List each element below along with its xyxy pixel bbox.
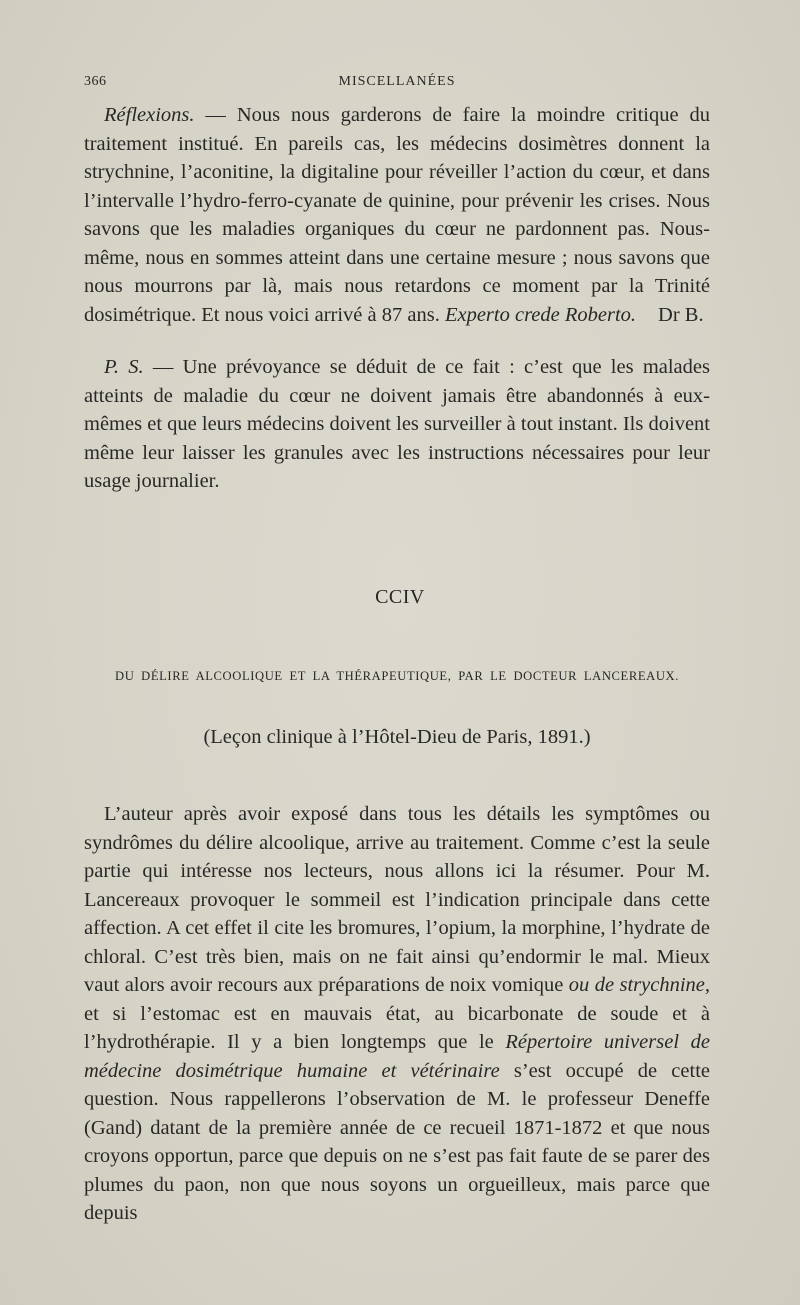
ps-text: — Une prévoyance se déduit de ce fait : c’est que les malades atteints de maladie du cœur ne doivent jamais être abandonnés à eux-mêmes et que leurs médecins doivent les surveiller à tout instant. Ils doivent même leur laisser les granules avec les instructions nécessaires pour leur usage journalier. — [84, 356, 710, 492]
reflexions-label: Réflexions. — [104, 104, 195, 126]
page-number: 366 — [84, 74, 107, 89]
reflexions-paragraph — [84, 101, 710, 329]
reflexions-text: — Nous nous garderons de faire la moindre critique du traitement institué. En pareils cas, les médecins dosimètres donnent la strychnine, l’aconitine, la digitaline pour réveiller l’action du cœur, et dans l’intervalle l’hydro-ferro-cyanate de quinine, pour prévenir les crises. Nous savons que les maladies organiques du cœur ne pardonnent pas. Nous-même, nous en sommes atteint dans une certaine mesure ; nous savons que nous mourrons par là, mais nous retardons ce moment par la Trinité dosimétrique. Et nous voici arrivé à 87 ans. — [84, 104, 710, 326]
ps-label: P. S. — [104, 356, 144, 378]
running-header — [84, 74, 710, 94]
latin-quote: Experto crede Roberto. — [444, 303, 637, 326]
section-title: DU DÉLIRE ALCOOLIQUE ET LA THÉRAPEUTIQUE, PAR LE DOCTEUR LANCEREAUX. — [115, 669, 679, 683]
main-paragraph — [84, 800, 710, 1228]
body-part-1: L’auteur après avoir exposé dans tous les détails les symptômes ou syndrômes du délire alcoolique, arrive au traitement. Comme c’est la seule partie qui intéresse nos lecteurs, nous allons ici la résumer. Pour M. Lancereaux provoquer le sommeil est l’indication principale dans cette affection. A cet effet il cite les bromures, l’opium, la morphine, l’hydrate de chloral. C’est très bien, mais on ne fait ainsi qu’endormir le mal. Mieux vaut alors avoir recours aux préparations de noix vomique — [84, 803, 710, 996]
running-title: MISCELLANÉES — [338, 74, 456, 89]
postscript-paragraph — [84, 353, 710, 496]
body-part-3: s’est occupé de cette question. Nous rappellerons l’observation de M. le professeur Deneffe (Gand) datant de la première année de ce recueil 1871-1872 et que nous croyons opportun, parce que depuis on ne s’est pas fait faute de se parer des plumes du paon, non que nous soyons un orgueilleux, mais parce que depuis — [84, 1059, 710, 1224]
body-part-2: et si l’estomac est en mauvais état, au bicarbonate de soude et à l’hydrothérapie. Il y a bien longtemps que le — [84, 1002, 710, 1053]
section-number: CCIV — [375, 586, 425, 608]
body-italic-2: Répertoire universel de médecine dosimétrique humaine et vétérinaire — [84, 1031, 710, 1082]
signature: Dr B. — [658, 303, 704, 326]
section-subtitle: (Leçon clinique à l’Hôtel-Dieu de Paris, 1891.) — [203, 726, 591, 748]
body-italic-1: ou de strychnine, — [568, 974, 710, 996]
